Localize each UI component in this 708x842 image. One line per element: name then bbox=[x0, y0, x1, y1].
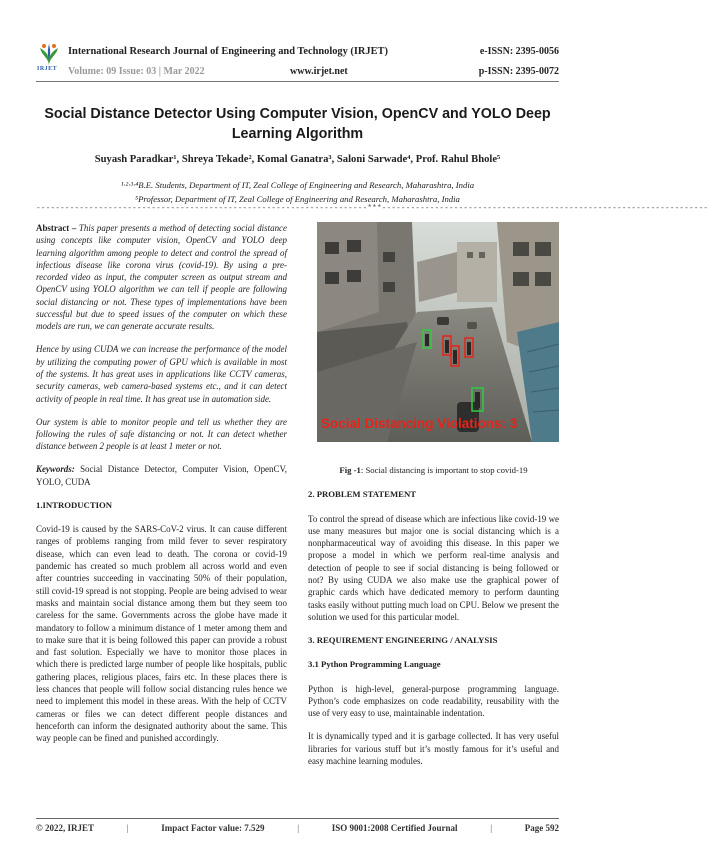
python-subheading: 3.1 Python Programming Language bbox=[308, 659, 441, 670]
keywords bbox=[36, 463, 287, 488]
footer-iso: ISO 9001:2008 Certified Journal bbox=[331, 823, 458, 833]
figure-street-surveillance bbox=[317, 222, 559, 442]
keywords-text: Social Distance Detector, Computer Vision, OpenCV, YOLO, CUDA bbox=[36, 464, 287, 487]
journal-website: www.irjet.net bbox=[290, 66, 348, 77]
figure-caption bbox=[308, 464, 559, 476]
footer-rule bbox=[36, 818, 559, 819]
journal-header bbox=[36, 40, 559, 80]
problem-paragraph: To control the spread of disease which are infectious like covid-19 we use many measures but major one is social distancing which is a nonpharmaceutical way of avoiding this disease. In this paper we propose a model in which we perform real-time analysis and detection of people to see if social distancing is being followed or not? By using CUDA we also make use the graphical power of graphic cards which have dedicated memory to perform daunting tasks easily without putting much load on CPU. Below we present the solution we used for this particular model. bbox=[308, 513, 559, 622]
affiliation-students: ¹·²·³·⁴B.E. Students, Department of IT, Zeal College of Engineering and Research, Maharashtra, India bbox=[120, 180, 475, 190]
left-column bbox=[36, 222, 287, 755]
problem-heading: 2. PROBLEM STATEMENT bbox=[308, 489, 417, 500]
abstract-text-1: This paper presents a method of detecting social distance using concepts like computer vision, OpenCV and YOLO deep learning algorithm among people to detect and control the spread of infectious disease like corona virus (covid-19). By using a pre-recorded video as input, the computer screen as output stream and OpenCV using YOLO algorithm we can tell if people are following social distancing or not. These types of implementations have been successful but due to speed issues of the computer on which these models are run, we can generate accurate results. bbox=[36, 223, 287, 332]
separator-line: ---------------------------------------------------------------------***-------------------------------------------------------------------- bbox=[36, 204, 708, 213]
footer-page-number: Page 592 bbox=[524, 823, 559, 833]
figure-caption-text: : Social distancing is important to stop covid-19 bbox=[360, 465, 528, 475]
python-paragraph-1: Python is high-level, general-purpose programming language. Python’s code emphasizes on code readability, reusability with the use of very easy to use, maintainable indentation. bbox=[308, 683, 559, 719]
footer-copyright: © 2022, IRJET bbox=[36, 823, 94, 833]
header-rule bbox=[36, 81, 559, 82]
python-paragraph-2: It is dynamically typed and it is garbage collected. It has very useful libraries for various stuff but it’s mostly famous for it’s useful and easy machine learning modules. bbox=[308, 731, 559, 766]
affiliation-professor: ⁵Professor, Department of IT, Zeal College of Engineering and Research, Maharashtra, India bbox=[135, 194, 460, 204]
logo-text: IRJET bbox=[37, 66, 58, 72]
author-list: Suyash Paradkar¹, Shreya Tekade², Komal Ganatra³, Saloni Sarwade⁴, Prof. Rahul Bhole⁵ bbox=[94, 154, 501, 165]
abstract-paragraph-2: Hence by using CUDA we can increase the performance of the model by utilizing the computing power of GPU which is available in most of the systems. It has great uses in applications like CCTV cameras, security cameras, web camera-based systems etc., and it can detect activity of people in real time. It has great use in automation side. bbox=[36, 344, 287, 404]
page-footer: © 2022, IRJET | Impact Factor value: 7.529 | ISO 9001:2008 Certified Journal | Page 592 bbox=[36, 823, 559, 833]
keywords-label: Keywords: bbox=[36, 464, 75, 475]
abstract-paragraph-3: Our system is able to monitor people and tell us whether they are following the rules of safe distancing or not. It can detect whether distance between 2 people is at least 1 meter or not. bbox=[36, 416, 287, 452]
figure-label: Fig -1 bbox=[339, 465, 361, 475]
e-issn: e-ISSN: 2395-0056 bbox=[479, 46, 559, 57]
abstract-label: Abstract – bbox=[36, 223, 77, 233]
intro-heading: 1.INTRODUCTION bbox=[36, 499, 113, 510]
violations-overlay-text: Social Distancing Violations: 3 bbox=[321, 416, 518, 431]
journal-title: International Research Journal of Engineering and Technology (IRJET) bbox=[68, 46, 388, 57]
paper-title: Social Distance Detector Using Computer Vision, OpenCV and YOLO Deep Learning Algorithm bbox=[44, 106, 551, 142]
p-issn: p-ISSN: 2395-0072 bbox=[478, 66, 559, 77]
volume-issue: Volume: 09 Issue: 03 | Mar 2022 bbox=[68, 66, 205, 77]
footer-impact-factor: Impact Factor value: 7.529 bbox=[161, 823, 265, 833]
right-column bbox=[308, 222, 559, 778]
intro-paragraph: Covid-19 is caused by the SARS-CoV-2 virus. It can cause different ranges of problems ranging from mild fever to sever respiratory disease, which can even lead to death. The corona or covid-19 pandemic has created so much problem all across world and even after countries succeeding in vaccinating 50% of their population, still covid-19 spread is not stopping. People are being advised to wear masks and maintain social distance among them but they seem too careless for the same. Governments across the globe have made it mandatory to follow a minimum distance of 1 meter among them and to make sure that it is being followed this paper can provide a robust and fast solution. Especially we have to monitor those places in which there is predicted large number of people like hospitals, public gathering places, religious places, fairs etc. In these places there is less chances that people will follow social distancing rules hence we need to implement this model in these areas. With the help of CCTV cameras or files we can detect different people distances and henceforth can inform the designated authority about the same. This way people can be fined and punished accordingly. bbox=[36, 524, 287, 744]
abstract-paragraph-1 bbox=[36, 222, 287, 333]
requirements-heading: 3. REQUIREMENT ENGINEERING / ANALYSIS bbox=[308, 635, 498, 646]
